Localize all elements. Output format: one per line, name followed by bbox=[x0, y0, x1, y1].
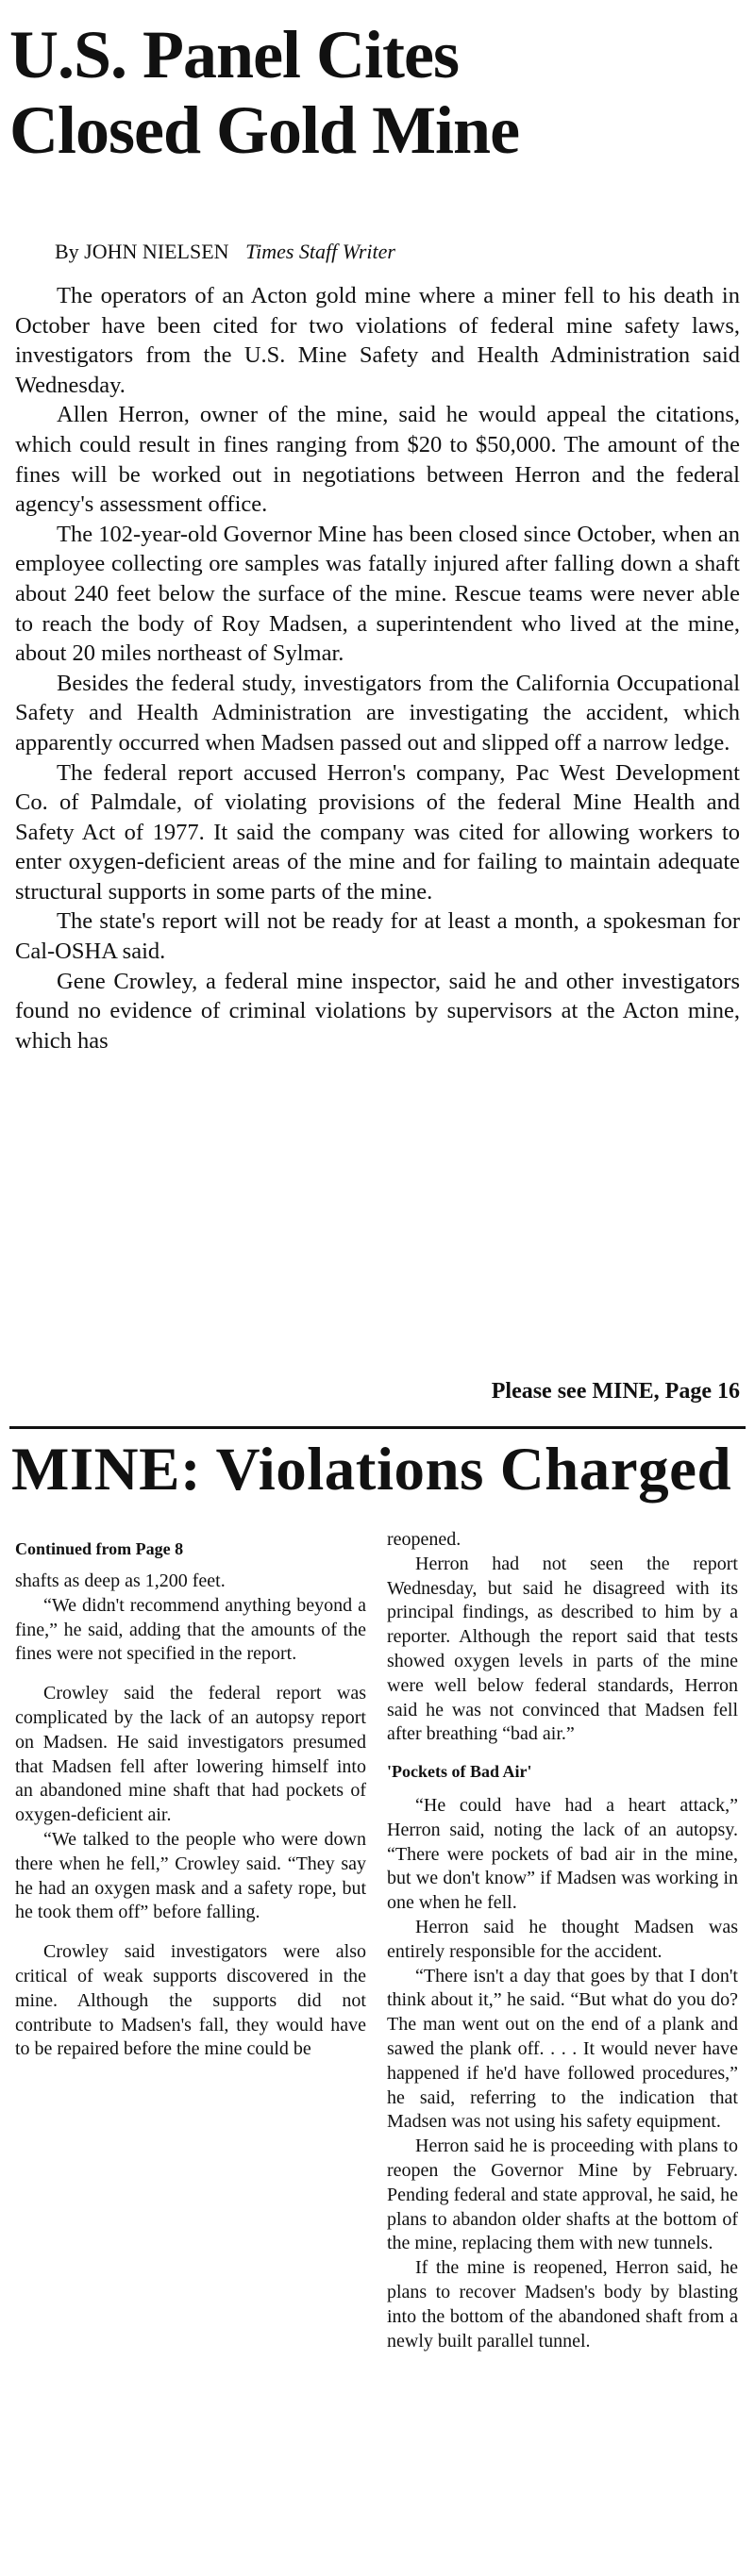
main-headline bbox=[9, 17, 746, 168]
body-paragraph: Herron said he thought Madsen was entirely responsible for the accident. bbox=[387, 1916, 738, 1962]
body-paragraph: “He could have had a heart attack,” Herron said, noting the lack of an autopsy. “There were pockets of bad air in the mine, but we don't know” if Madsen was working in one when he fell. bbox=[387, 1794, 738, 1914]
body-paragraph: “We talked to the people who were down there when he fell,” Crowley said. “They say he had an oxygen mask and a safety rope, but he took them off” before falling. bbox=[15, 1828, 366, 1923]
byline bbox=[55, 238, 734, 266]
subhead: 'Pockets of Bad Air' bbox=[387, 1762, 532, 1782]
body-paragraph: If the mine is reopened, Herron said, he plans to recover Madsen's body by blasting into the bottom of the abandoned shaft from a newly built parallel tunnel. bbox=[387, 2257, 738, 2352]
section-divider bbox=[9, 1426, 746, 1429]
main-headline-line-1: U.S. Panel Cites bbox=[9, 17, 459, 92]
body-paragraph: Crowley said investigators were also critical of weak supports discovered in the mine. Although the supports did not contribute to Madsen's fall, they would have to be repaired before the mine could be bbox=[15, 1941, 366, 2060]
body-paragraph: The federal report accused Herron's company, Pac West Development Co. of Palmdale, of violating provisions of the federal Mine Health and Safety Act of 1977. It said the company was cited for allowing workers to enter oxygen-deficient areas of the mine and for failing to maintain adequate structural supports in some parts of the mine. bbox=[15, 759, 740, 905]
body-paragraph: Gene Crowley, a federal mine inspector, said he and other investigators found no evidence of criminal violations by supervisors at the Acton mine, which has bbox=[15, 968, 740, 1054]
body-paragraph: “There isn't a day that goes by that I don't think about it,” he said. “But what do you do? The man went out on the end of a plank and sawed the plank off. . . . It would never have happened if he'd have followed procedures,” he said, referring to the indication that Madsen was not using his safety equipment. bbox=[387, 1965, 738, 2133]
body-paragraph: The operators of an Acton gold mine where a miner fell to his death in October have been cited for two violations of federal mine safety laws, investigators from the U.S. Mine Safety and Health Administration said Wednesday. bbox=[15, 283, 740, 398]
body-paragraph: Herron had not seen the report Wednesday, but said he disagreed with its principal findings, as described to him by a reporter. Although the report said that tests showed oxygen levels in parts of the mine were well below federal standards, Herron said he was not convinced that Madsen fell after breathing “bad air.” bbox=[387, 1553, 738, 1745]
body-paragraph: Besides the federal study, investigators from the California Occupational Safety and Health Administration are investigating the accident, which apparently occurred when Madsen passed out and slipped off a narrow ledge. bbox=[15, 670, 740, 756]
body-paragraph: “We didn't recommend anything beyond a fine,” he said, adding that the amounts of the fines were not specified in the report. bbox=[15, 1594, 366, 1665]
byline-role: Times Staff Writer bbox=[245, 240, 395, 263]
main-headline-line-2: Closed Gold Mine bbox=[9, 92, 520, 168]
body-paragraph: shafts as deep as 1,200 feet. bbox=[15, 1571, 226, 1591]
continuation-column-right bbox=[387, 1528, 738, 2353]
body-paragraph: The 102-year-old Governor Mine has been closed since October, when an employee collecting ore samples was fatally injured after falling down a shaft about 240 feet below the surface of the mine. Rescue teams were never able to reach the body of Roy Madsen, a superintendent who lived at the mine, about 20 miles northeast of Sylmar. bbox=[15, 521, 740, 667]
body-paragraph: Crowley said the federal report was complicated by the lack of an autopsy report on Madsen. He said investigators presumed that Madsen fell after lowering himself into an abandoned mine shaft that had pockets of oxygen-deficient air. bbox=[15, 1683, 366, 1826]
continued-from-label: Continued from Page 8 bbox=[15, 1539, 184, 1558]
jump-line: Please see MINE, Page 16 bbox=[491, 1379, 740, 1404]
article-body bbox=[15, 281, 740, 1055]
body-paragraph: The state's report will not be ready for at least a month, a spokesman for Cal-OSHA said. bbox=[15, 908, 740, 965]
continuation-column-left bbox=[15, 1536, 366, 2062]
byline-author: By JOHN NIELSEN bbox=[55, 240, 229, 263]
body-paragraph: Allen Herron, owner of the mine, said he would appeal the citations, which could result in fines ranging from $20 to $50,000. The amount of the fines will be worked out in negotiations between Herron and the federal agency's assessment office. bbox=[15, 402, 740, 518]
body-paragraph: reopened. bbox=[387, 1529, 461, 1550]
body-paragraph: Herron said he is proceeding with plans to reopen the Governor Mine by February. Pending federal and state approval, he said, he plans to abandon older shafts at the bottom of the mine, replacing them with new tunnels. bbox=[387, 2136, 738, 2254]
continuation-headline: MINE: Violations Charged bbox=[11, 1436, 732, 1504]
